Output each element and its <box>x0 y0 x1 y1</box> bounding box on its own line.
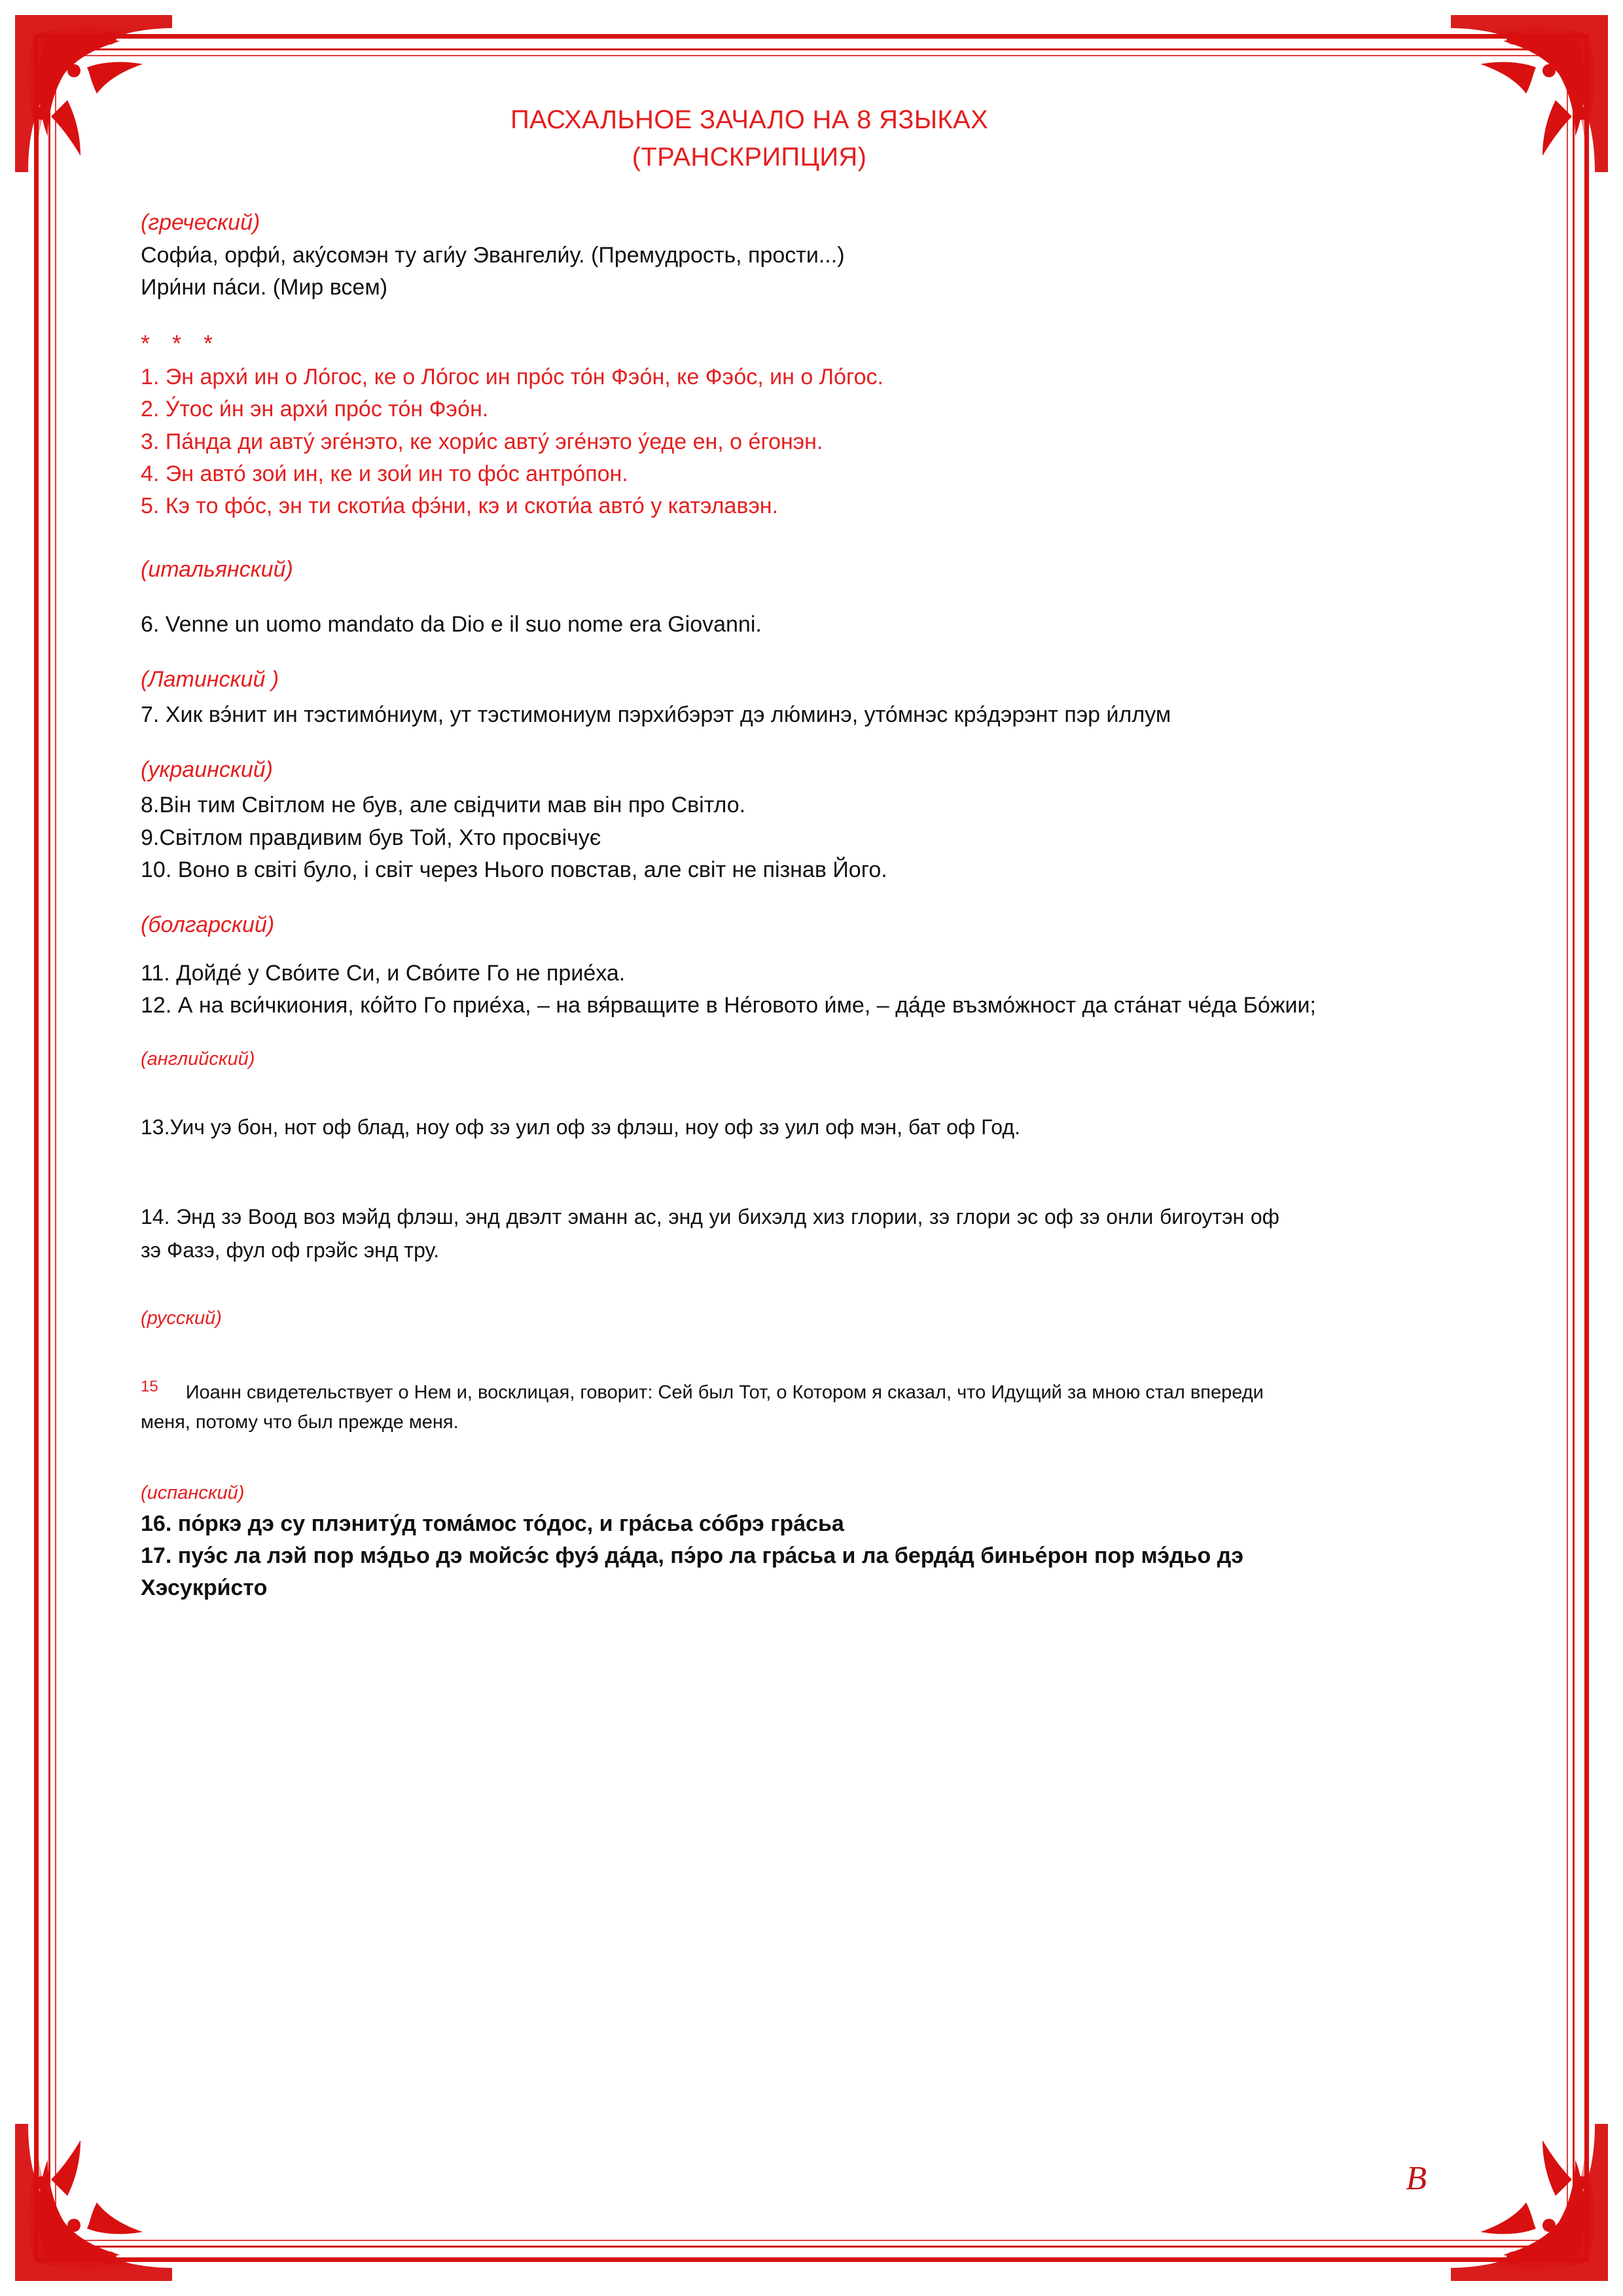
spanish-verse-17: 17. пуэ́с ла лэй пор мэ́дьо дэ мойсэ́с фуэ́ да́да, пэ́ро ла гра́сьа и ла берда́д бинье́рон пор мэ́дьо дэ Хэсукри́сто <box>141 1543 1244 1601</box>
latin-verse-7: 7. Хик вэ́нит ин тэстимо́ниум, ут тэстимониум пэрхи́бэрэт дэ лю́минэ, уто́мнэс крэ́дэрэнт пэр и́ллум <box>141 702 1171 727</box>
bulgarian-verse-12: 12. А на вси́чкиония, ко́йто Го прие́ха, – на вя́рващите в Не́говото и́ме, – да́де възмо́жност да ста́нат че́да Бо́жии; <box>141 993 1316 1018</box>
stars-divider: * * * <box>141 330 221 357</box>
title-line-2: (ТРАНСКРИПЦИЯ) <box>632 142 867 171</box>
section-label-russian: (русский) <box>141 1308 222 1329</box>
greek-line-2: Ири́ни па́си. (Мир всем) <box>141 274 388 300</box>
ukrainian-verse-9: 9.Світлом правдивим був Той, Хто просвічує <box>141 825 601 850</box>
ukrainian-verse-10: 10. Воно в світі було, і світ через Нього повстав, але світ не пізнав Його. <box>141 857 887 882</box>
section-label-spanish: (испанский) <box>141 1482 245 1503</box>
greek-verse-4: 4. Эн авто́ зои́ ин, ке и зои́ ин то фо́с антро́пон. <box>141 461 628 487</box>
signature-monogram: B <box>1406 2160 1427 2197</box>
russian-verse-number: 15 <box>141 1378 158 1396</box>
section-label-english: (английский) <box>141 1048 255 1069</box>
greek-verse-2: 2. У́тос и́н эн архи́ про́с то́н Фэо́н. <box>141 397 489 422</box>
russian-verse-text: Иоанн свидетельствует о Нем и, восклицая, говорит: Сей был Тот, о Котором я сказал, что Идущий за мною стал впереди меня, потому что был прежде меня. <box>141 1382 1264 1433</box>
english-verse-13: 13.Уич уэ бон, нот оф блад, ноу оф зэ уил оф зэ флэш, ноу оф зэ уил оф мэн, бат оф Год. <box>141 1115 1020 1139</box>
bulgarian-verse-11: 11. Дойде́ у Сво́ите Си, и Сво́ите Го не прие́ха. <box>141 961 626 986</box>
section-label-greek: (греческий) <box>141 209 260 235</box>
greek-line-1: Софи́а, орфи́, аку́сомэн ту аги́у Эвангели́у. (Премудрость, прости...) <box>141 242 845 268</box>
section-label-italian: (итальянский) <box>141 556 293 582</box>
spanish-verse-16: 16. по́ркэ дэ су плэниту́д тома́мос то́дос, и гра́сьа со́брэ гра́сьа <box>141 1511 844 1536</box>
italian-verse-6: 6. Venne un uomo mandato da Dio e il suo nome era Giovanni. <box>141 611 762 637</box>
page-title <box>141 101 1358 176</box>
russian-verse-15 <box>141 1374 1279 1437</box>
english-verse-14: 14. Энд зэ Воод воз мэйд флэш, энд двэлт эманн ас, энд уи бихэлд хиз глории, зэ глори эс оф зэ онли бигоутэн оф зэ Фазэ, фул оф грэйс энд тру. <box>141 1204 1279 1263</box>
section-label-bulgarian: (болгарский) <box>141 912 275 938</box>
greek-verse-5: 5. Кэ то фо́с, эн ти скоти́а фэ́ни, кэ и скоти́а авто́ у катэлавэн. <box>141 493 779 519</box>
section-label-ukrainian: (украинский) <box>141 757 274 783</box>
title-line-1: ПАСХАЛЬНОЕ ЗАЧАЛО НА 8 ЯЗЫКАХ <box>510 105 988 134</box>
ukrainian-verse-8: 8.Він тим Світлом не був, але свідчити мав він про Світло. <box>141 793 746 818</box>
document-content <box>141 85 1358 1605</box>
greek-verse-1: 1. Эн архи́ ин о Ло́гос, ке о Ло́гос ин про́с то́н Фэо́н, ке Фэо́с, ин о Ло́гос. <box>141 365 883 390</box>
greek-verse-3: 3. Па́нда ди авту́ эге́нэто, ке хори́с авту́ эге́нэто у́еде ен, о е́гонэн. <box>141 429 823 454</box>
section-label-latin: (Латинский ) <box>141 666 279 692</box>
